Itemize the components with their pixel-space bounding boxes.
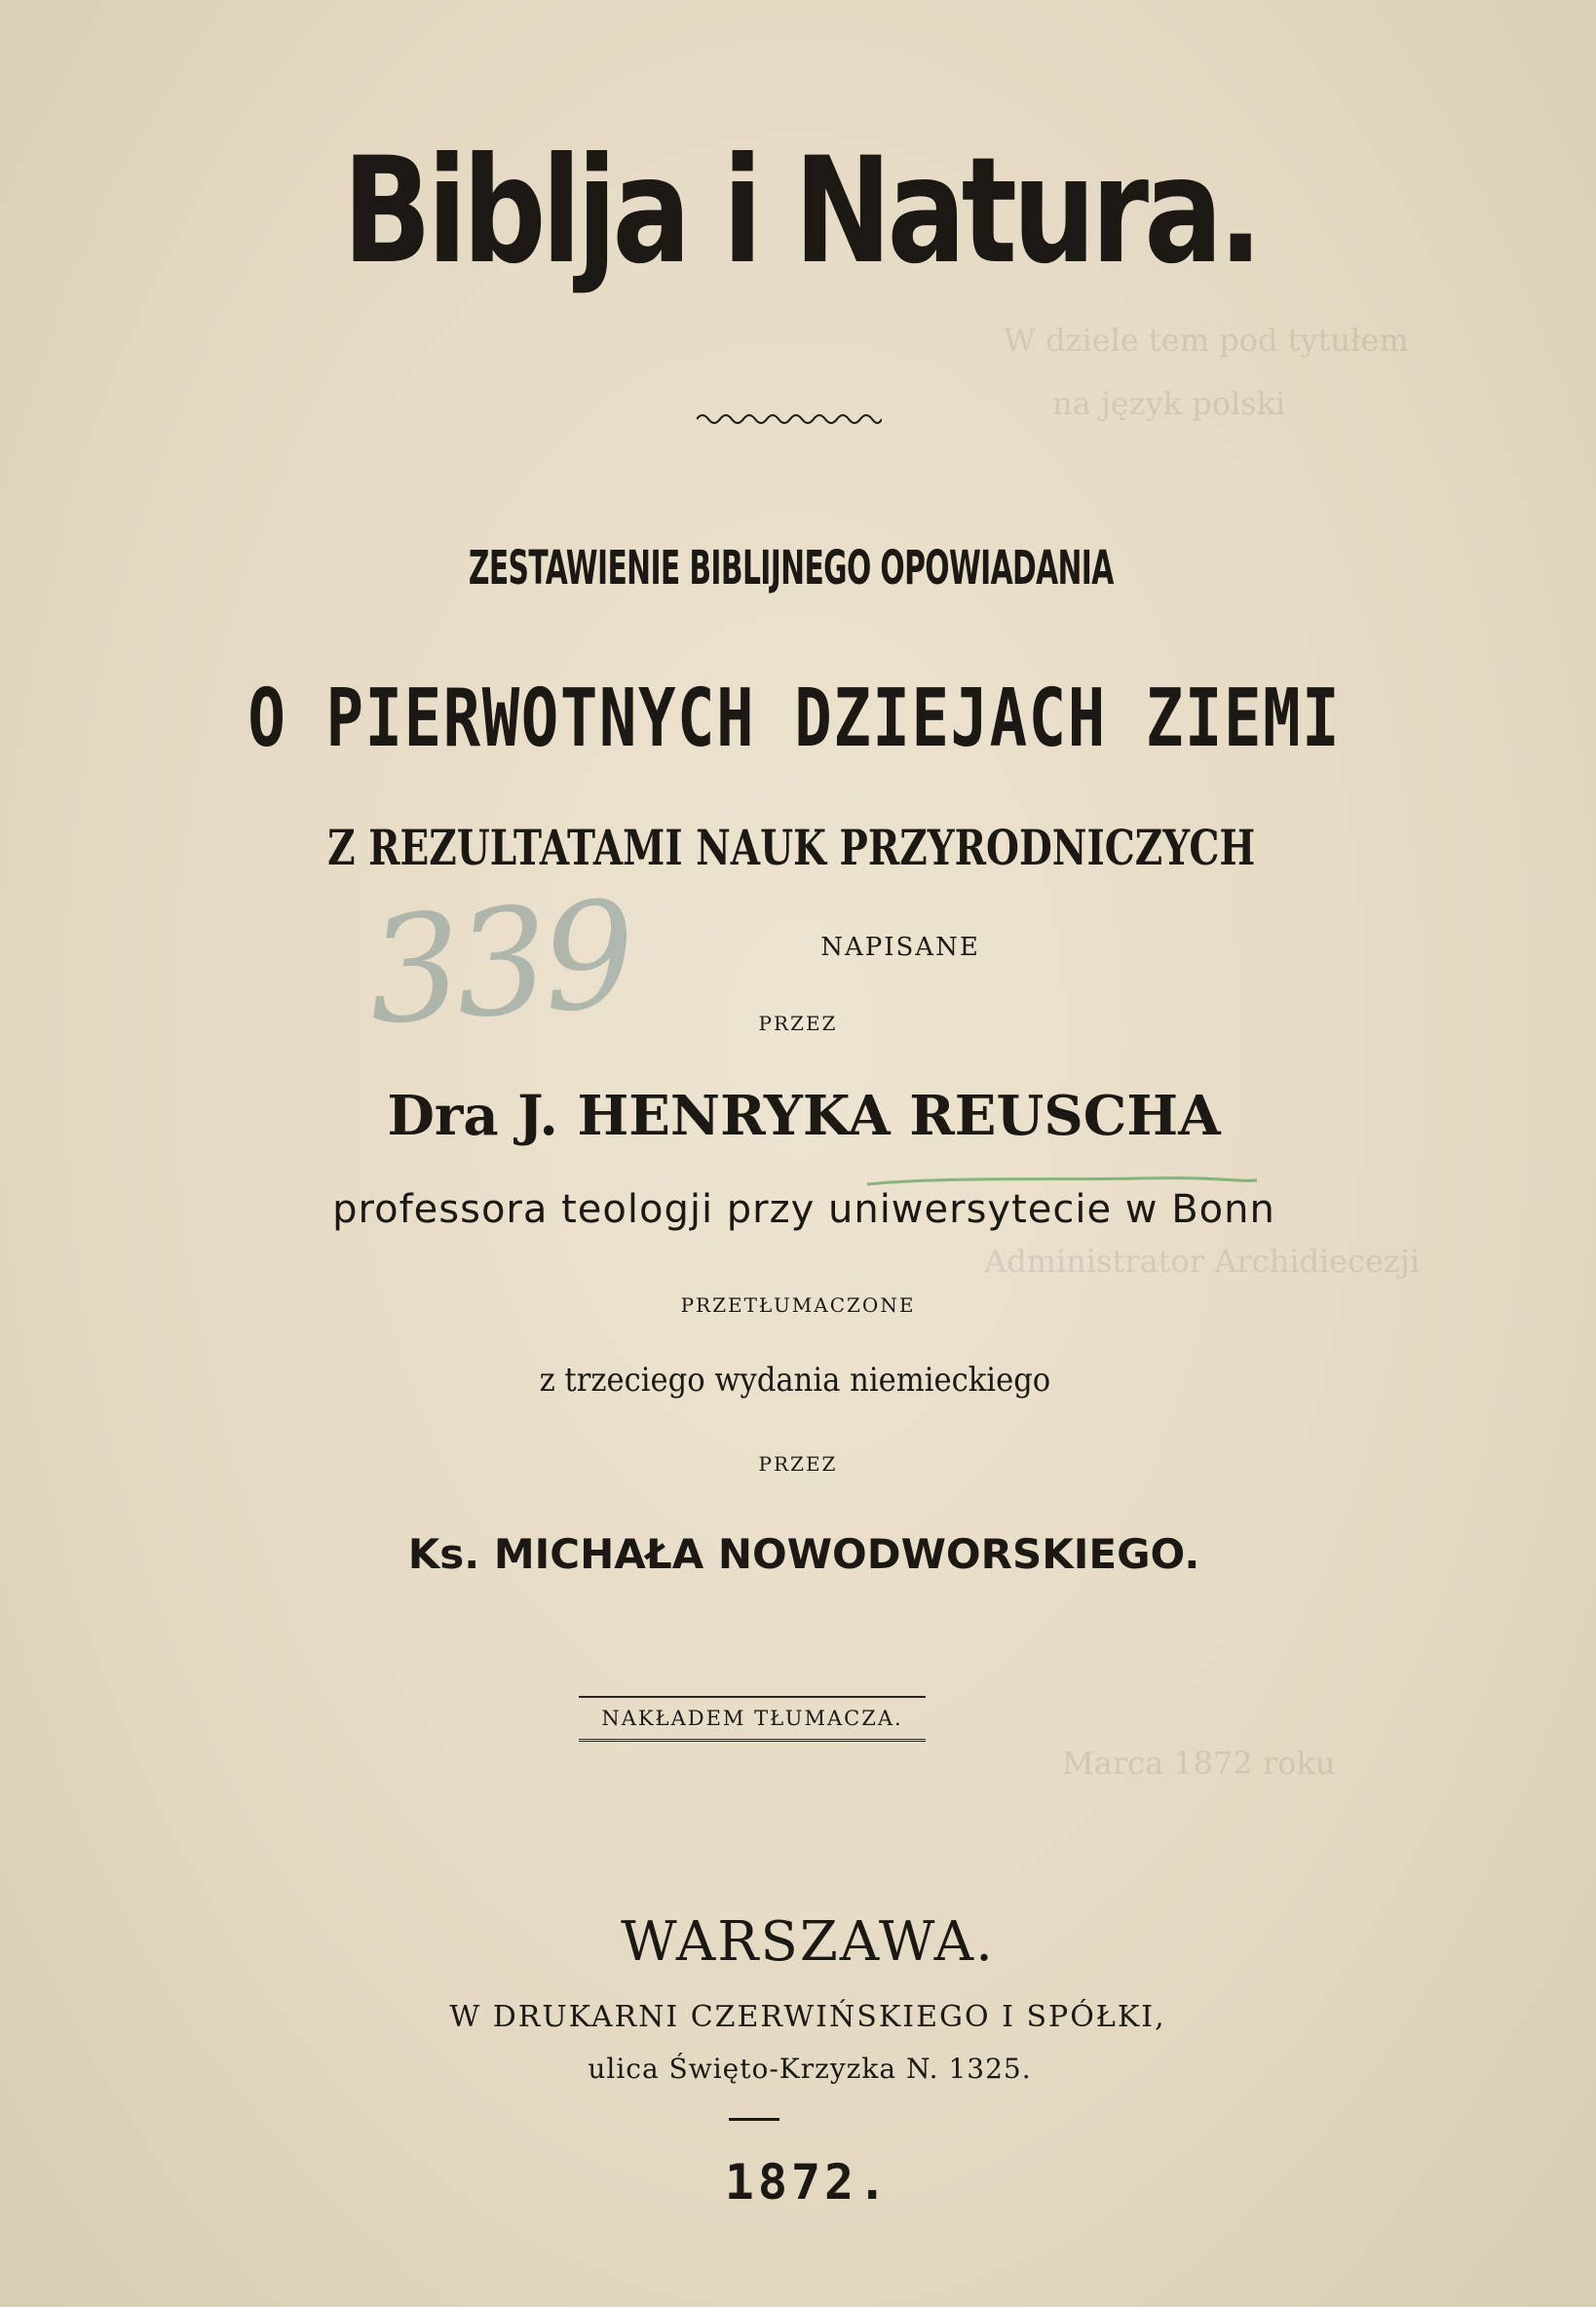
- imprint-printer: W DRUKARNI CZERWIŃSKIEGO I SPÓŁKI,: [449, 2000, 1166, 2034]
- przez-translator-label: PRZEZ: [758, 1452, 838, 1476]
- publisher-note: NAKŁADEM TŁUMACZA.: [579, 1696, 926, 1742]
- subtitle-line-2: O PIERWOTNYCH DZIEJACH ZIEMI: [247, 673, 1342, 765]
- divider-rule: [729, 2118, 779, 2121]
- show-through-text: Administrator Archidiecezji: [984, 1243, 1420, 1280]
- translator-name: Ks. MICHAŁA NOWODWORSKIEGO.: [407, 1530, 1200, 1578]
- author-name: Dra J. HENRYKA REUSCHA: [387, 1084, 1221, 1148]
- subtitle-line-1: ZESTAWIENIE BIBLIJNEGO OPOWIADANIA: [468, 541, 1114, 596]
- ornamental-wave-rule: [697, 411, 882, 427]
- edition-note: z trzeciego wydania niemieckiego: [539, 1361, 1051, 1400]
- imprint-city: WARSZAWA.: [621, 1910, 995, 1974]
- show-through-text: W dziele tem pod tytułem: [1004, 322, 1409, 359]
- imprint-address: ulica Święto-Krzyzka N. 1325.: [588, 2053, 1032, 2085]
- subtitle-line-3: Z REZULTATAMI NAUK PRZYRODNICZYCH: [327, 819, 1256, 876]
- przez-author-label: PRZEZ: [758, 1012, 838, 1035]
- show-through-text: Marca 1872 roku: [1062, 1745, 1336, 1782]
- show-through-text: na język polski: [1052, 385, 1286, 422]
- handwritten-catalog-number: 339: [362, 869, 636, 1058]
- napisane-label: NAPISANE: [820, 933, 980, 962]
- translated-label: PRZETŁUMACZONE: [680, 1293, 916, 1317]
- publication-year: 1872.: [724, 2154, 892, 2211]
- author-role: professora teologji przy uniwersytecie w Bonn: [332, 1187, 1275, 1232]
- book-title: Biblja i Natura.: [342, 127, 1259, 296]
